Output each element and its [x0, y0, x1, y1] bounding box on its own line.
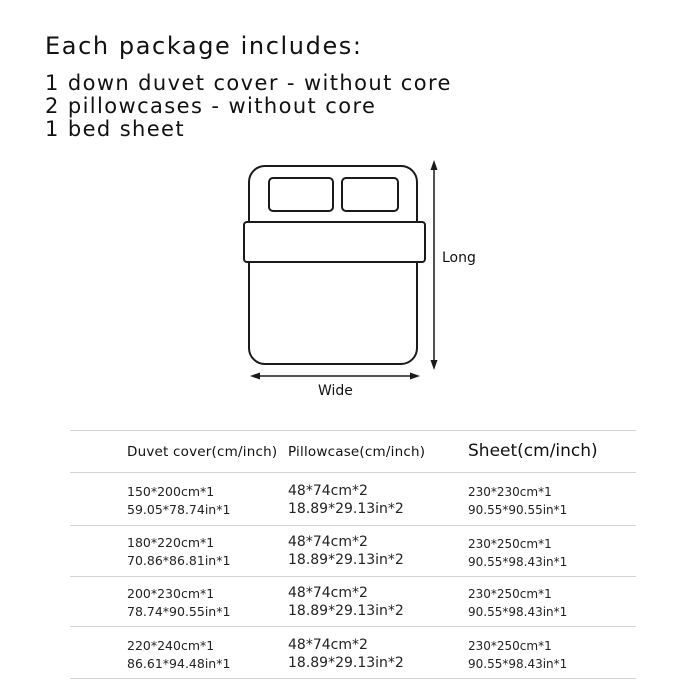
- table-divider: [70, 626, 636, 627]
- package-item: 1 bed sheet: [45, 117, 186, 141]
- pillowcase-size-inch: 18.89*29.13in*2: [288, 603, 404, 619]
- package-title: Each package includes:: [45, 32, 363, 60]
- pillowcase-size-cm: 48*74cm*2: [288, 585, 368, 601]
- pillowcase-size-cm: 48*74cm*2: [288, 534, 368, 550]
- sheet-size-cm: 230*250cm*1: [468, 537, 552, 551]
- duvet-size-cm: 200*230cm*1: [127, 586, 215, 601]
- long-arrow-bottom-head: [431, 360, 438, 370]
- pillowcase-size-cm: 48*74cm*2: [288, 483, 368, 499]
- duvet-size-cell: [127, 585, 230, 621]
- pillowcase-size-cell: [288, 584, 404, 620]
- sheet-size-cm: 230*250cm*1: [468, 587, 552, 601]
- sheet-size-inch: 90.55*98.43in*1: [468, 657, 568, 671]
- sheet-size-cm: 230*230cm*1: [468, 485, 552, 499]
- pillowcase-size-cell: [288, 533, 404, 569]
- header-duvet-cover: Duvet cover(cm/inch): [127, 444, 278, 460]
- pillow-left: [269, 178, 333, 211]
- sheet-size-inch: 90.55*90.55in*1: [468, 503, 568, 517]
- pillowcase-size-inch: 18.89*29.13in*2: [288, 552, 404, 568]
- duvet-size-inch: 78.74*90.55in*1: [127, 604, 231, 619]
- long-arrow-top-head: [431, 160, 438, 170]
- sheet-size-cell: [468, 585, 567, 621]
- table-divider: [70, 678, 636, 679]
- duvet-size-inch: 86.61*94.48in*1: [127, 656, 231, 671]
- table-divider: [70, 430, 636, 431]
- duvet-size-cm: 180*220cm*1: [127, 535, 215, 550]
- wide-dimension-label: Wide: [318, 383, 353, 399]
- sheet-size-cm: 230*250cm*1: [468, 639, 552, 653]
- sheet-size-cell: [468, 535, 567, 571]
- duvet-size-cell: [127, 637, 230, 673]
- package-item: 2 pillowcases - without core: [45, 94, 377, 118]
- duvet-size-cell: [127, 534, 230, 570]
- duvet-size-cell: [127, 483, 230, 519]
- sheet-size-inch: 90.55*98.43in*1: [468, 605, 568, 619]
- duvet-size-cm: 150*200cm*1: [127, 484, 215, 499]
- wide-arrow-left-head: [250, 373, 260, 380]
- header-sheet: Sheet(cm/inch): [468, 441, 598, 461]
- pillowcase-size-cell: [288, 482, 404, 518]
- duvet-size-cm: 220*240cm*1: [127, 638, 215, 653]
- long-dimension-label: Long: [442, 250, 476, 266]
- duvet-fold: [244, 222, 425, 262]
- pillowcase-size-inch: 18.89*29.13in*2: [288, 655, 404, 671]
- pillow-right: [342, 178, 398, 211]
- sheet-size-inch: 90.55*98.43in*1: [468, 555, 568, 569]
- package-item: 1 down duvet cover - without core: [45, 71, 452, 95]
- table-divider: [70, 525, 636, 526]
- sheet-size-cell: [468, 483, 567, 519]
- table-divider: [70, 576, 636, 577]
- duvet-size-inch: 70.86*86.81in*1: [127, 553, 231, 568]
- sheet-size-cell: [468, 637, 567, 673]
- duvet-size-inch: 59.05*78.74in*1: [127, 502, 231, 517]
- pillowcase-size-cell: [288, 636, 404, 672]
- table-divider: [70, 472, 636, 473]
- wide-arrow-right-head: [410, 373, 420, 380]
- header-pillowcase: Pillowcase(cm/inch): [288, 444, 426, 460]
- pillowcase-size-inch: 18.89*29.13in*2: [288, 501, 404, 517]
- pillowcase-size-cm: 48*74cm*2: [288, 637, 368, 653]
